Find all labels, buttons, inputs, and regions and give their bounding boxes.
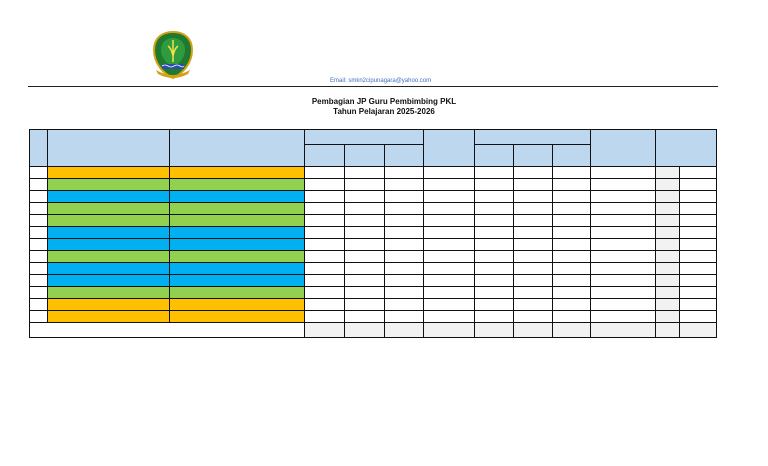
table-cell (475, 239, 514, 251)
total-cell (345, 323, 385, 338)
header-cell (656, 130, 717, 167)
table-cell (30, 203, 48, 215)
header-divider (28, 86, 718, 87)
header-group-cell (475, 130, 591, 145)
table-cell (591, 203, 656, 215)
table-cell (345, 251, 385, 263)
table-cell (30, 299, 48, 311)
table-cell (424, 311, 475, 323)
table-cell (656, 251, 680, 263)
document-subtitle: Tahun Pelajaran 2025-2026 (333, 107, 435, 116)
table-cell (591, 263, 656, 275)
table-cell (170, 287, 305, 299)
table-cell (345, 203, 385, 215)
table-cell (30, 227, 48, 239)
table-cell (385, 311, 424, 323)
table-cell (385, 167, 424, 179)
table-cell (385, 239, 424, 251)
table-cell (591, 311, 656, 323)
table-cell (475, 191, 514, 203)
table-cell (424, 227, 475, 239)
total-cell (553, 323, 591, 338)
table-cell (345, 287, 385, 299)
table-cell (680, 263, 717, 275)
table-cell (30, 311, 48, 323)
table-cell (475, 215, 514, 227)
table-cell (680, 191, 717, 203)
school-email: Email: smkn2cipunagara@yahoo.com (330, 78, 432, 84)
table-cell (656, 311, 680, 323)
table-row (30, 227, 717, 239)
table-cell (656, 215, 680, 227)
subheader-cell (345, 145, 385, 167)
table-cell (424, 251, 475, 263)
table-cell (345, 275, 385, 287)
table-cell (48, 251, 170, 263)
table-cell (345, 191, 385, 203)
table-cell (170, 311, 305, 323)
total-cell (475, 323, 514, 338)
table-row (30, 239, 717, 251)
header-cell (170, 130, 305, 167)
table-cell (48, 311, 170, 323)
table-row (30, 299, 717, 311)
subheader-cell (553, 145, 591, 167)
table-cell (591, 167, 656, 179)
table-cell (30, 275, 48, 287)
table-cell (305, 275, 345, 287)
table-cell (553, 311, 591, 323)
table-cell (305, 167, 345, 179)
table-cell (170, 299, 305, 311)
table-cell (30, 251, 48, 263)
table-cell (170, 179, 305, 191)
table-cell (424, 287, 475, 299)
table-cell (345, 179, 385, 191)
table-cell (591, 275, 656, 287)
table-row (30, 179, 717, 191)
table-cell (514, 275, 553, 287)
table-cell (424, 239, 475, 251)
table-cell (591, 179, 656, 191)
table-cell (345, 311, 385, 323)
table-cell (48, 299, 170, 311)
table-cell (656, 263, 680, 275)
table-cell (514, 227, 553, 239)
table-cell (170, 215, 305, 227)
table-row (30, 215, 717, 227)
table-cell (680, 203, 717, 215)
total-cell (656, 323, 680, 338)
table-cell (30, 263, 48, 275)
table-cell (553, 179, 591, 191)
table-cell (514, 167, 553, 179)
table-row (30, 203, 717, 215)
table-cell (656, 239, 680, 251)
table-cell (475, 275, 514, 287)
table-cell (305, 287, 345, 299)
table-cell (553, 239, 591, 251)
table-cell (656, 203, 680, 215)
table-cell (48, 275, 170, 287)
table-cell (680, 215, 717, 227)
total-cell (514, 323, 553, 338)
table-header-row (30, 130, 717, 145)
table-cell (680, 251, 717, 263)
table-cell (305, 215, 345, 227)
table-cell (475, 179, 514, 191)
table-cell (514, 287, 553, 299)
table-cell (385, 227, 424, 239)
table-cell (591, 287, 656, 299)
table-cell (385, 275, 424, 287)
table-cell (30, 179, 48, 191)
table-cell (553, 287, 591, 299)
table-cell (385, 215, 424, 227)
table-cell (475, 311, 514, 323)
table-cell (475, 251, 514, 263)
table-total-row (30, 323, 717, 338)
table-cell (680, 167, 717, 179)
header-cell (48, 130, 170, 167)
table-cell (385, 287, 424, 299)
table-cell (553, 191, 591, 203)
table-cell (475, 203, 514, 215)
table-cell (345, 263, 385, 275)
table-cell (170, 251, 305, 263)
table-cell (30, 167, 48, 179)
table-cell (305, 179, 345, 191)
table-cell (514, 263, 553, 275)
table-cell (305, 203, 345, 215)
table-cell (30, 191, 48, 203)
table-cell (591, 299, 656, 311)
table-row (30, 287, 717, 299)
table-row (30, 191, 717, 203)
table-cell (656, 275, 680, 287)
subheader-cell (305, 145, 345, 167)
table-cell (305, 263, 345, 275)
table-cell (170, 239, 305, 251)
table-cell (385, 263, 424, 275)
table-cell (170, 263, 305, 275)
table-cell (30, 239, 48, 251)
total-cell (385, 323, 424, 338)
table-cell (514, 191, 553, 203)
table-cell (424, 299, 475, 311)
table-cell (680, 179, 717, 191)
table-cell (48, 215, 170, 227)
table-cell (30, 215, 48, 227)
header-cell (424, 130, 475, 167)
table-cell (424, 263, 475, 275)
table-cell (385, 203, 424, 215)
table-cell (656, 299, 680, 311)
table-cell (553, 251, 591, 263)
table-row (30, 311, 717, 323)
table-cell (553, 275, 591, 287)
table-cell (591, 239, 656, 251)
table-cell (424, 215, 475, 227)
table-cell (680, 227, 717, 239)
table-cell (680, 311, 717, 323)
table-cell (591, 251, 656, 263)
table-cell (475, 263, 514, 275)
table-row (30, 167, 717, 179)
header-group-cell (305, 130, 424, 145)
table-cell (553, 215, 591, 227)
table-cell (345, 215, 385, 227)
table-cell (424, 275, 475, 287)
table-cell (424, 203, 475, 215)
table-cell (553, 167, 591, 179)
table-cell (345, 227, 385, 239)
table-cell (48, 167, 170, 179)
table-cell (345, 299, 385, 311)
assignment-table (29, 129, 717, 338)
table-cell (305, 311, 345, 323)
header-cell (30, 130, 48, 167)
table-cell (553, 203, 591, 215)
table-cell (514, 179, 553, 191)
table-cell (680, 275, 717, 287)
table-cell (680, 299, 717, 311)
table-cell (170, 191, 305, 203)
table-cell (305, 227, 345, 239)
table-cell (305, 191, 345, 203)
table-cell (345, 239, 385, 251)
table-cell (475, 227, 514, 239)
table-row (30, 275, 717, 287)
table-cell (170, 227, 305, 239)
table-cell (30, 287, 48, 299)
table-cell (680, 287, 717, 299)
table-cell (385, 251, 424, 263)
subheader-cell (475, 145, 514, 167)
table-cell (514, 299, 553, 311)
table-row (30, 263, 717, 275)
total-cell (424, 323, 475, 338)
west-java-emblem-logo (150, 30, 196, 80)
table-cell (514, 311, 553, 323)
table-cell (385, 179, 424, 191)
table-cell (305, 239, 345, 251)
table-cell (48, 239, 170, 251)
total-cell (680, 323, 717, 338)
total-label-cell (30, 323, 305, 338)
table-cell (170, 275, 305, 287)
document-title: Pembagian JP Guru Pembimbing PKL (311, 97, 457, 106)
table-cell (48, 287, 170, 299)
total-cell (305, 323, 345, 338)
table-cell (553, 227, 591, 239)
table-cell (48, 227, 170, 239)
table-cell (656, 167, 680, 179)
table-cell (553, 299, 591, 311)
table-cell (385, 191, 424, 203)
table-cell (170, 167, 305, 179)
table-cell (424, 191, 475, 203)
table-cell (475, 299, 514, 311)
table-cell (656, 227, 680, 239)
table-cell (424, 167, 475, 179)
table-cell (305, 299, 345, 311)
table-cell (514, 215, 553, 227)
table-cell (475, 167, 514, 179)
subheader-cell (385, 145, 424, 167)
table-cell (305, 251, 345, 263)
table-cell (48, 203, 170, 215)
table-cell (680, 239, 717, 251)
table-cell (656, 179, 680, 191)
table-cell (514, 239, 553, 251)
table-cell (48, 263, 170, 275)
table-cell (656, 191, 680, 203)
table-cell (514, 251, 553, 263)
table-cell (591, 215, 656, 227)
table-cell (475, 287, 514, 299)
table-cell (591, 191, 656, 203)
table-cell (591, 227, 656, 239)
subheader-cell (514, 145, 553, 167)
table-cell (553, 263, 591, 275)
total-cell (591, 323, 656, 338)
table-cell (656, 287, 680, 299)
header-cell (591, 130, 656, 167)
table-cell (345, 167, 385, 179)
table-cell (424, 179, 475, 191)
table-cell (170, 203, 305, 215)
table-cell (385, 299, 424, 311)
table-cell (48, 179, 170, 191)
table-cell (48, 191, 170, 203)
table-cell (514, 203, 553, 215)
table-row (30, 251, 717, 263)
